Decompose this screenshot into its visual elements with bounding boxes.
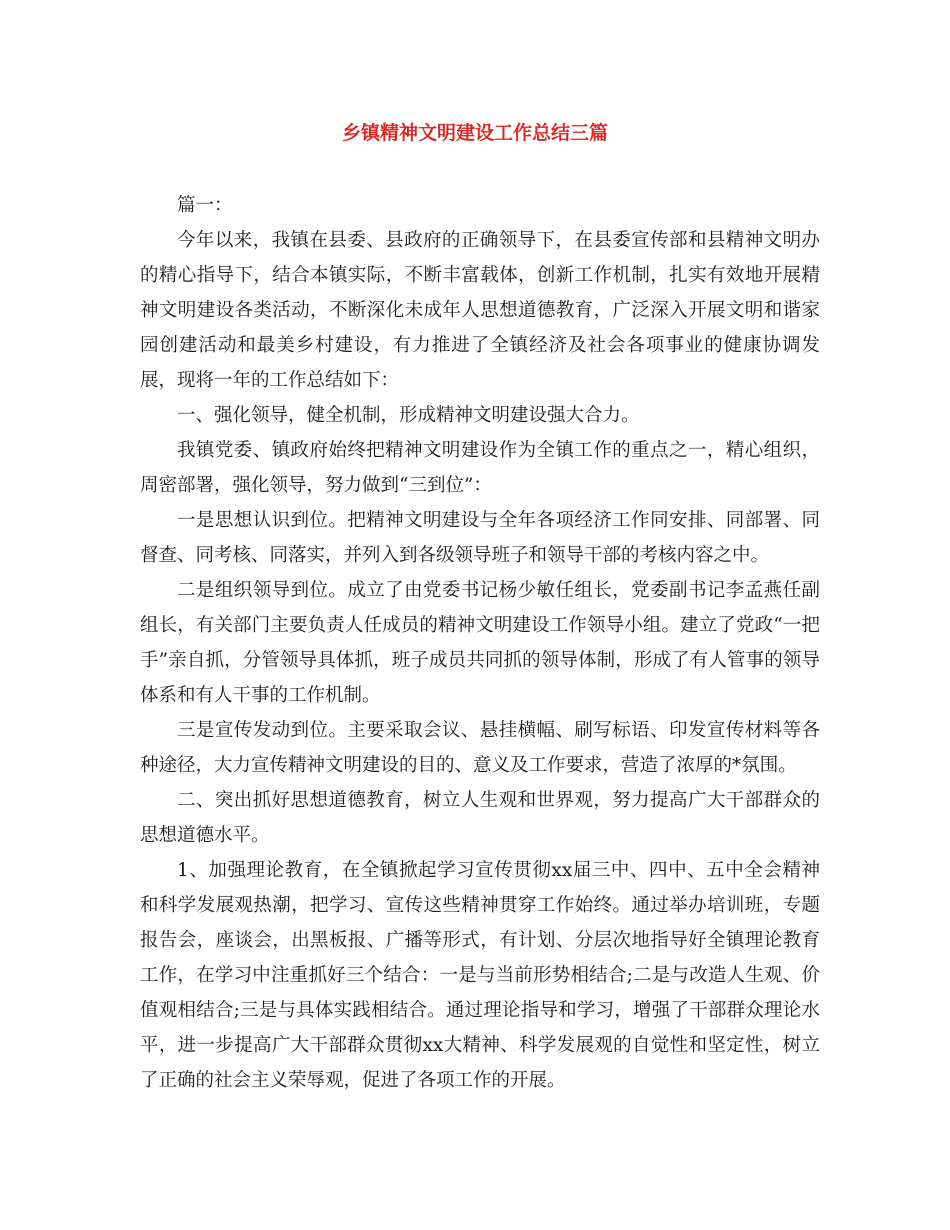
section-heading: 二、突出抓好思想道德教育，树立人生观和世界观，努力提高广大干部群众的思想道德水平。 [140, 790, 820, 846]
document-body [140, 188, 820, 1098]
paragraph: 1、加强理论教育，在全镇掀起学习宣传贯彻xx届三中、四中、五中全会精神和科学发展观热潮，把学习、宣传这些精神贯穿工作始终。通过举办培训班，专题报告会，座谈会，出黑板报、广播等形式，有计划、分层次地指导好全镇理论教育工作，在学习中注重抓好三个结合：一是与当前形势相结合;二是与改造人生观、价值观相结合;三是与具体实践相结合。通过理论指导和学习，增强了干部群众理论水平，进一步提高广大干部群众贯彻xx大精神、科学发展观的自觉性和坚定性，树立了正确的社会主义荣辱观，促进了各项工作的开展。 [140, 860, 820, 1091]
section-label: 篇一： [177, 195, 233, 216]
paragraph: 我镇党委、镇政府始终把精神文明建设作为全镇工作的重点之一，精心组织，周密部署，强化领导，努力做到“三到位”： [140, 440, 820, 496]
paragraph: 一是思想认识到位。把精神文明建设与全年各项经济工作同安排、同部署、同督查、同考核、同落实，并列入到各级领导班子和领导干部的考核内容之中。 [140, 510, 820, 566]
paragraph: 二是组织领导到位。成立了由党委书记杨少敏任组长，党委副书记李孟燕任副组长，有关部门主要负责人任成员的精神文明建设工作领导小组。建立了党政“一把手”亲自抓，分管领导具体抓，班子成员共同抓的领导体制，形成了有人管事的领导体系和有人干事的工作机制。 [140, 580, 820, 706]
document-title: 乡镇精神文明建设工作总结三篇 [341, 122, 608, 144]
paragraph: 三是宣传发动到位。主要采取会议、悬挂横幅、刷写标语、印发宣传材料等各种途径，大力宣传精神文明建设的目的、意义及工作要求，营造了浓厚的*氛围。 [140, 720, 820, 776]
section-heading: 一、强化领导，健全机制，形成精神文明建设强大合力。 [177, 405, 640, 426]
paragraph: 今年以来，我镇在县委、县政府的正确领导下，在县委宣传部和县精神文明办的精心指导下，结合本镇实际，不断丰富载体，创新工作机制，扎实有效地开展精神文明建设各类活动，不断深化未成年人思想道德教育，广泛深入开展文明和谐家园创建活动和最美乡村建设，有力推进了全镇经济及社会各项事业的健康协调发展，现将一年的工作总结如下： [140, 230, 820, 391]
